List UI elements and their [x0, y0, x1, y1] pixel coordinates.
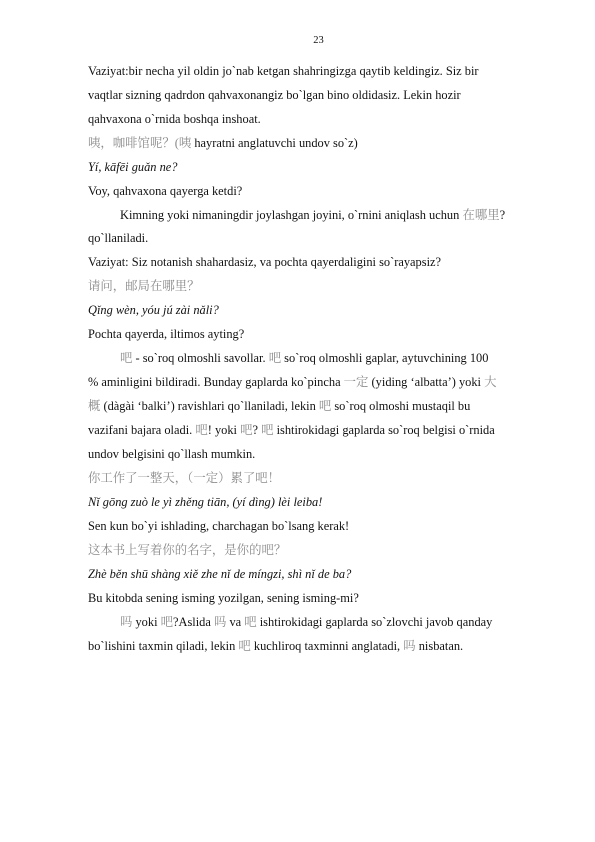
uzbek-text: so`roq olmoshi mustaqil bu — [331, 399, 471, 413]
text-line: undov belgisini qo`llash mumkin. — [88, 447, 256, 461]
uzbek-text: Kimning yoki nimaningdir joylashgan joyini, o`rnini aniqlash uchun — [120, 208, 463, 222]
pinyin-line: Qǐng wèn, yóu jú zài nǎli? — [88, 303, 219, 317]
uzbek-text: vazifani bajara oladi. — [88, 423, 196, 437]
indented-paragraph-line — [88, 610, 560, 634]
uzbek-text: (yiding ‘albatta’) yoki — [368, 375, 485, 389]
text-line: Sen kun bo`yi ishlading, charchagan bo`lsang kerak! — [88, 519, 350, 533]
document-body — [88, 60, 560, 658]
mixed-line — [88, 370, 560, 394]
pinyin-line: Nǐ gōng zuò le yì zhěng tiān, (yí dìng) lèi leiba! — [88, 495, 323, 509]
chinese-text: 吧 — [240, 423, 253, 437]
chinese-text: 概 — [88, 399, 101, 413]
uzbek-text: ? — [499, 208, 506, 222]
uzbek-text: nisbatan. — [415, 639, 464, 653]
uzbek-text: bo`lishini taxmin qiladi, lekin — [88, 639, 239, 653]
chinese-text: 咦，咖啡馆呢？(咦 — [88, 136, 192, 150]
uzbek-text: (dàgài ‘balki’) ravishlari qo`llaniladi, lekin — [100, 399, 319, 413]
chinese-line: 这本书上写着你的名字，是你的吧？ — [88, 543, 287, 557]
text-line: Pochta qayerda, iltimos ayting? — [88, 327, 245, 341]
chinese-text: 吧 — [261, 423, 274, 437]
chinese-text: 吧 — [160, 615, 174, 629]
chinese-text: 吧 — [268, 351, 282, 365]
uzbek-text: ?Aslida — [173, 615, 214, 629]
chinese-text: 一定 — [343, 375, 369, 389]
text-line: Bu kitobda sening isming yozilgan, sening isming-mi? — [88, 591, 359, 605]
uzbek-text: - so`roq olmoshli savollar. — [132, 351, 269, 365]
chinese-text: 吧 — [120, 351, 133, 365]
mixed-line — [88, 634, 560, 658]
text-line: Vaziyat: Siz notanish shahardasiz, va pochta qayerdaligini so`rayapsiz? — [88, 255, 442, 269]
chinese-text: 吗 — [120, 615, 133, 629]
pinyin-line: Yí, kāfēi guǎn ne? — [88, 160, 178, 174]
text-line: Vaziyat:bir necha yil oldin jo`nab ketgan shahringizga qaytib keldingiz. Siz bir — [88, 64, 479, 78]
uzbek-text: kuchliroq taxminni anglatadi, — [250, 639, 404, 653]
uzbek-text: va — [226, 615, 245, 629]
uzbek-text: hayratni anglatuvchi undov so`z) — [191, 136, 358, 150]
chinese-text: 吧 — [318, 399, 332, 413]
mixed-line — [88, 131, 560, 155]
chinese-line: 你工作了一整天，（一定）累了吧！ — [88, 471, 281, 485]
indented-paragraph-line — [88, 203, 560, 227]
indented-paragraph-line — [88, 346, 560, 370]
chinese-text: 吗 — [213, 615, 227, 629]
text-line: Voy, qahvaxona qayerga ketdi? — [88, 184, 243, 198]
pinyin-line: Zhè běn shū shàng xiě zhe nǐ de míngzi, shì nǐ de ba? — [88, 567, 352, 581]
chinese-line: 请问，邮局在哪里？ — [88, 279, 200, 293]
uzbek-text: ishtirokidagi gaplarda so`zlovchi javob qanday — [256, 615, 493, 629]
uzbek-text: yoki — [132, 615, 161, 629]
chinese-text: 吧 — [238, 639, 251, 653]
mixed-line — [88, 394, 560, 418]
text-line: vaqtlar sizning qadrdon qahvaxonangiz bo`lgan bino oldidasiz. Lekin hozir — [88, 88, 461, 102]
chinese-text: 大 — [484, 375, 497, 389]
uzbek-text: ishtirokidagi gaplarda so`roq belgisi o`rnida — [273, 423, 495, 437]
page-number: 23 — [313, 35, 324, 46]
uzbek-text: ! yoki — [207, 423, 241, 437]
uzbek-text: so`roq olmoshli gaplar, aytuvchining 100 — [281, 351, 489, 365]
uzbek-text: % aminligini bildiradi. Bunday gaplarda ko`pincha — [88, 375, 344, 389]
chinese-text: 吧 — [195, 423, 208, 437]
chinese-text: 吗 — [403, 639, 416, 653]
uzbek-text: ? — [252, 423, 262, 437]
text-line: qahvaxona o`rnida boshqa inshoat. — [88, 112, 261, 126]
chinese-text: 在哪里 — [462, 208, 500, 222]
mixed-line — [88, 418, 560, 442]
chinese-text: 吧 — [244, 615, 257, 629]
text-line: qo`llaniladi. — [88, 231, 149, 245]
